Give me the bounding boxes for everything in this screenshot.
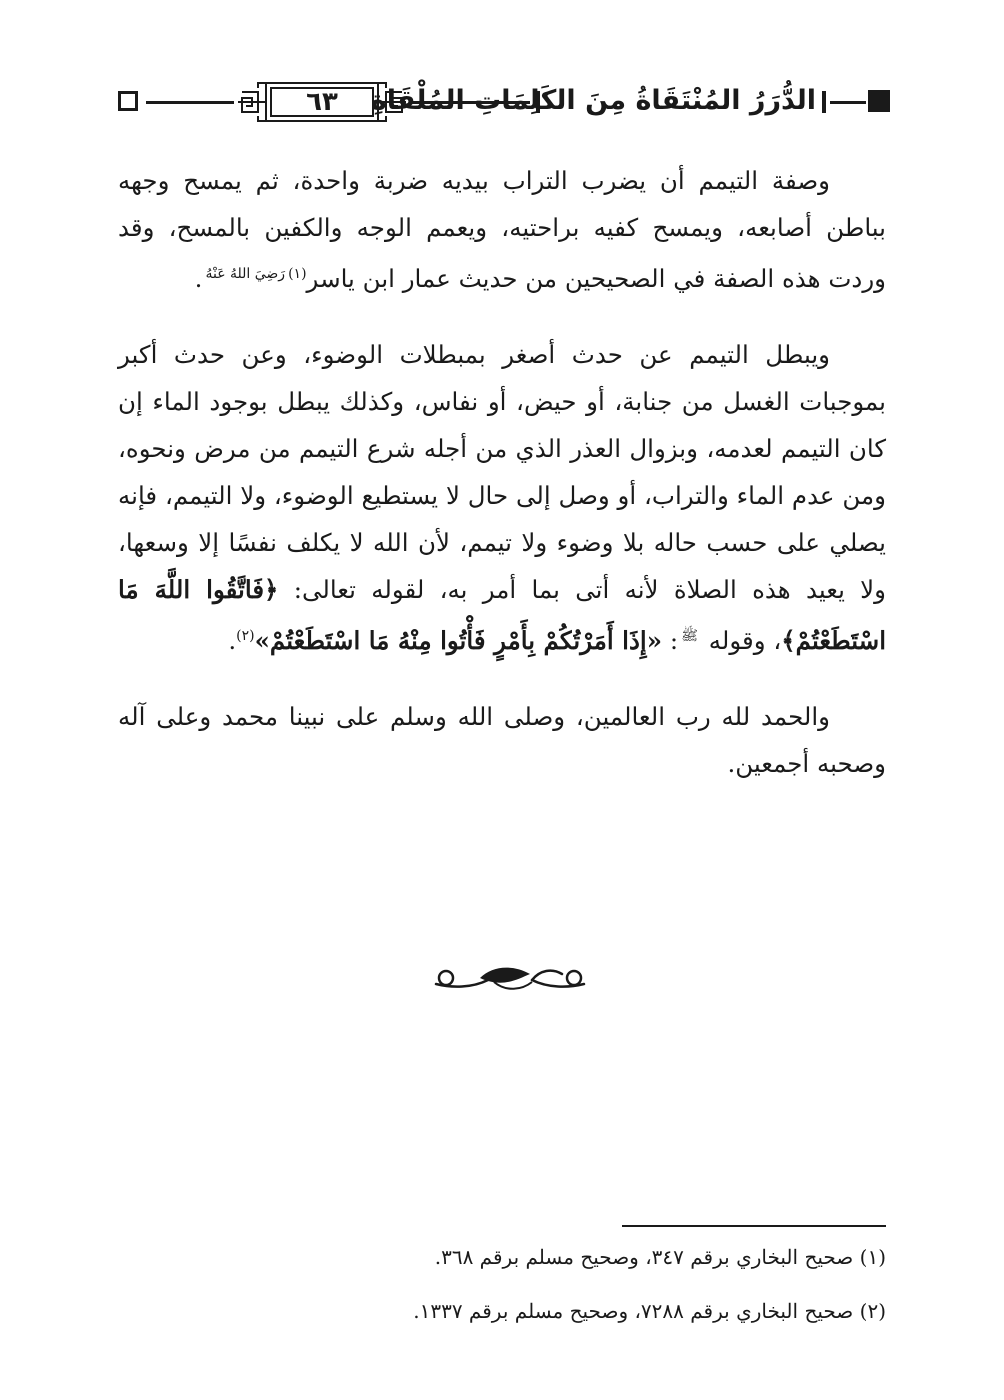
footnotes — [118, 1240, 886, 1328]
footnote-2: (٢) صحيح البخاري برقم ٧٢٨٨، وصحيح مسلم برقم ١٣٣٧. — [413, 1299, 886, 1323]
page-number: ٦٣ — [306, 87, 338, 117]
header-solid-square — [868, 90, 890, 112]
divider-ornament-icon — [432, 958, 588, 998]
header-rule-right — [830, 101, 866, 104]
header-rule-left — [146, 101, 234, 104]
hadith-quote: «إِذَا أَمَرْتُكُمْ بِأَمْرٍ فَأْتُوا مِنْهُ مَا اسْتَطَعْتُمْ» — [254, 626, 663, 656]
paragraph-tayammum-nullifiers — [118, 331, 886, 664]
header-bar-right — [822, 91, 826, 113]
quran-verse: ﴿فَاتَّقُوا اللَّهَ مَا اسْتَطَعْتُمْ﴾ — [118, 575, 886, 656]
paragraph-colon: : — [669, 626, 679, 656]
paragraph-text: والحمد لله رب العالمين، وصلى الله وسلم على نبينا محمد وعلى آله وصحبه أجمعين. — [118, 702, 886, 779]
paragraph-closing — [118, 693, 886, 787]
footnote-ref-2: (٢) — [236, 628, 255, 645]
footnote-separator — [622, 1225, 886, 1227]
paragraph-tayammum-description — [118, 157, 886, 302]
honorific-text: رَضِيَ اللهُ عَنْهُ — [205, 266, 286, 282]
main-content — [118, 157, 886, 787]
paragraph-end: . — [194, 264, 203, 294]
page-header — [112, 78, 892, 128]
paragraph-text: ويبطل التيمم عن حدث أصغر بمبطلات الوضوء، وعن حدث أكبر بموجبات الغسل من جنابة، أو حيض، أو نفاس، وكذلك يبطل بوجود الماء إن كان التيمم لعدمه، وبزوال العذر الذي من أجله شرع التيمم من مرض ونحوه، ومن عدم الماء والتراب، أو وصل إلى حال لا يستطيع الوضوء، ولا التيمم، فإنه يصلي على حسب حاله بلا وضوء ولا تيمم، لأن الله لا يكلف نفسًا إلا وسعها، ولا يعيد هذه الصلاة لأنه أتى بما أمر به، لقوله تعالى: — [118, 340, 886, 605]
footnote-ref-1: (١) — [288, 266, 307, 282]
header-hollow-square — [118, 91, 138, 111]
paragraph-text-mid: ، وقوله — [708, 626, 782, 656]
book-title: الدُّرَرُ المُنْتَقَاةُ مِنَ الكَلِمَاتِ المُلْقَاةِ — [370, 85, 816, 116]
paragraph-end: . — [228, 626, 237, 656]
footnote-1: (١) صحيح البخاري برقم ٣٤٧، وصحيح مسلم برقم ٣٦٨. — [434, 1245, 886, 1269]
paragraph-text: وصفة التيمم أن يضرب التراب بيديه ضربة واحدة، ثم يمسح وجهه بباطن أصابعه، ويمسح كفيه براحتيه، ويعمم الوجه والكفين بالمسح، وقد وردت هذه الصفة في الصحيحين من حديث عمار ابن ياسر — [118, 166, 886, 294]
honorific-text: ﷺ — [681, 628, 698, 645]
